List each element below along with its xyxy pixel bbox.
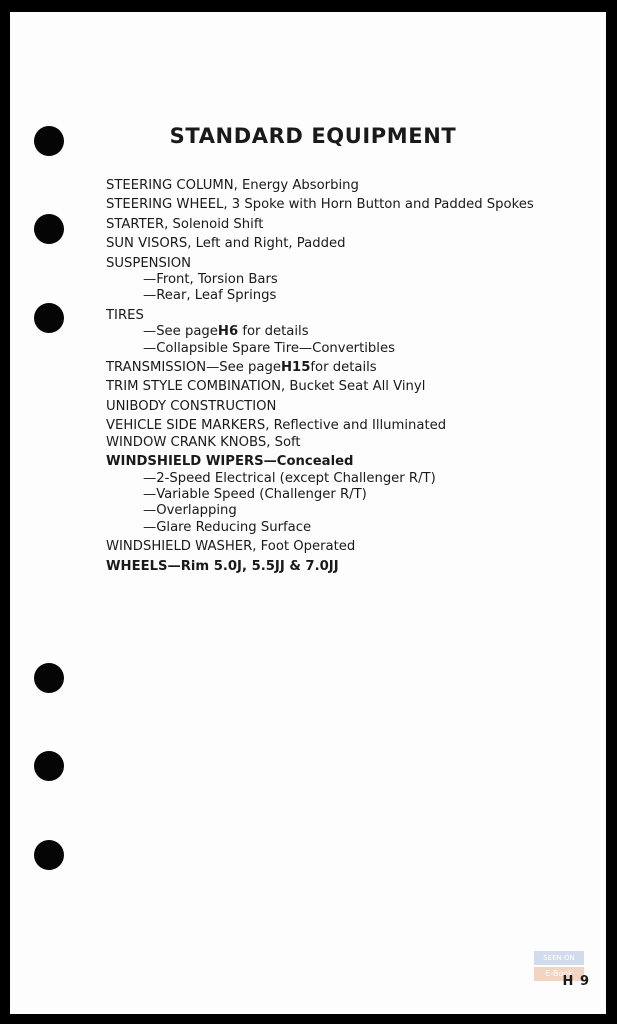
list-subitem: —Variable Speed (Challenger R/T) bbox=[143, 486, 367, 502]
list-item: SUN VISORS, Left and Right, Padded bbox=[106, 236, 346, 252]
equipment-list bbox=[106, 178, 534, 575]
list-subitem: —Front, Torsion Bars bbox=[143, 272, 278, 288]
ref-pre: —See page bbox=[143, 324, 218, 340]
list-subitem: —2-Speed Electrical (except Challenger R/T) bbox=[143, 470, 436, 486]
list-item: STEERING COLUMN, Energy Absorbing bbox=[106, 178, 359, 193]
list-item: STARTER, Solenoid Shift bbox=[106, 216, 264, 232]
ref-pre: TRANSMISSION—See page bbox=[106, 360, 281, 376]
watermark-bottom: E-Book bbox=[534, 967, 584, 981]
binder-hole bbox=[34, 303, 64, 333]
list-item: TRIM STYLE COMBINATION, Bucket Seat All Vinyl bbox=[106, 379, 426, 395]
page-ref: H15 bbox=[281, 360, 311, 376]
binder-hole bbox=[34, 751, 64, 781]
list-item: STEERING WHEEL, 3 Spoke with Horn Button and Padded Spokes bbox=[106, 197, 534, 213]
list-item: UNIBODY CONSTRUCTION bbox=[106, 398, 277, 414]
list-item: WINDSHIELD WASHER, Foot Operated bbox=[106, 539, 356, 555]
watermark-top: SEEN ON bbox=[534, 951, 584, 965]
page-title: STANDARD EQUIPMENT bbox=[169, 124, 457, 148]
list-subitem: —Glare Reducing Surface bbox=[143, 519, 312, 535]
page-number: H 9 bbox=[562, 974, 590, 989]
list-subitem: —Rear, Leaf Springs bbox=[143, 288, 277, 304]
list-item: TIRES bbox=[106, 307, 144, 323]
ref-post: for details bbox=[238, 324, 309, 340]
list-subitem bbox=[106, 324, 534, 340]
list-item: WHEELS—Rim 5.0J, 5.5JJ & 7.0JJ bbox=[106, 558, 339, 574]
list-subitem: —Overlapping bbox=[143, 503, 237, 519]
list-item bbox=[106, 360, 534, 376]
list-subitem: —Collapsible Spare Tire—Convertibles bbox=[143, 340, 395, 356]
manual-page bbox=[10, 12, 606, 1014]
ref-post: for details bbox=[310, 360, 377, 376]
binder-hole bbox=[34, 663, 64, 693]
page-ref: H6 bbox=[217, 324, 239, 340]
binder-hole bbox=[34, 840, 64, 870]
list-item: WINDOW CRANK KNOBS, Soft bbox=[106, 434, 301, 450]
list-item: VEHICLE SIDE MARKERS, Reflective and Illuminated bbox=[106, 418, 447, 434]
list-item: WINDSHIELD WIPERS—Concealed bbox=[106, 454, 354, 470]
binder-hole bbox=[34, 214, 64, 244]
list-item: SUSPENSION bbox=[106, 255, 192, 271]
